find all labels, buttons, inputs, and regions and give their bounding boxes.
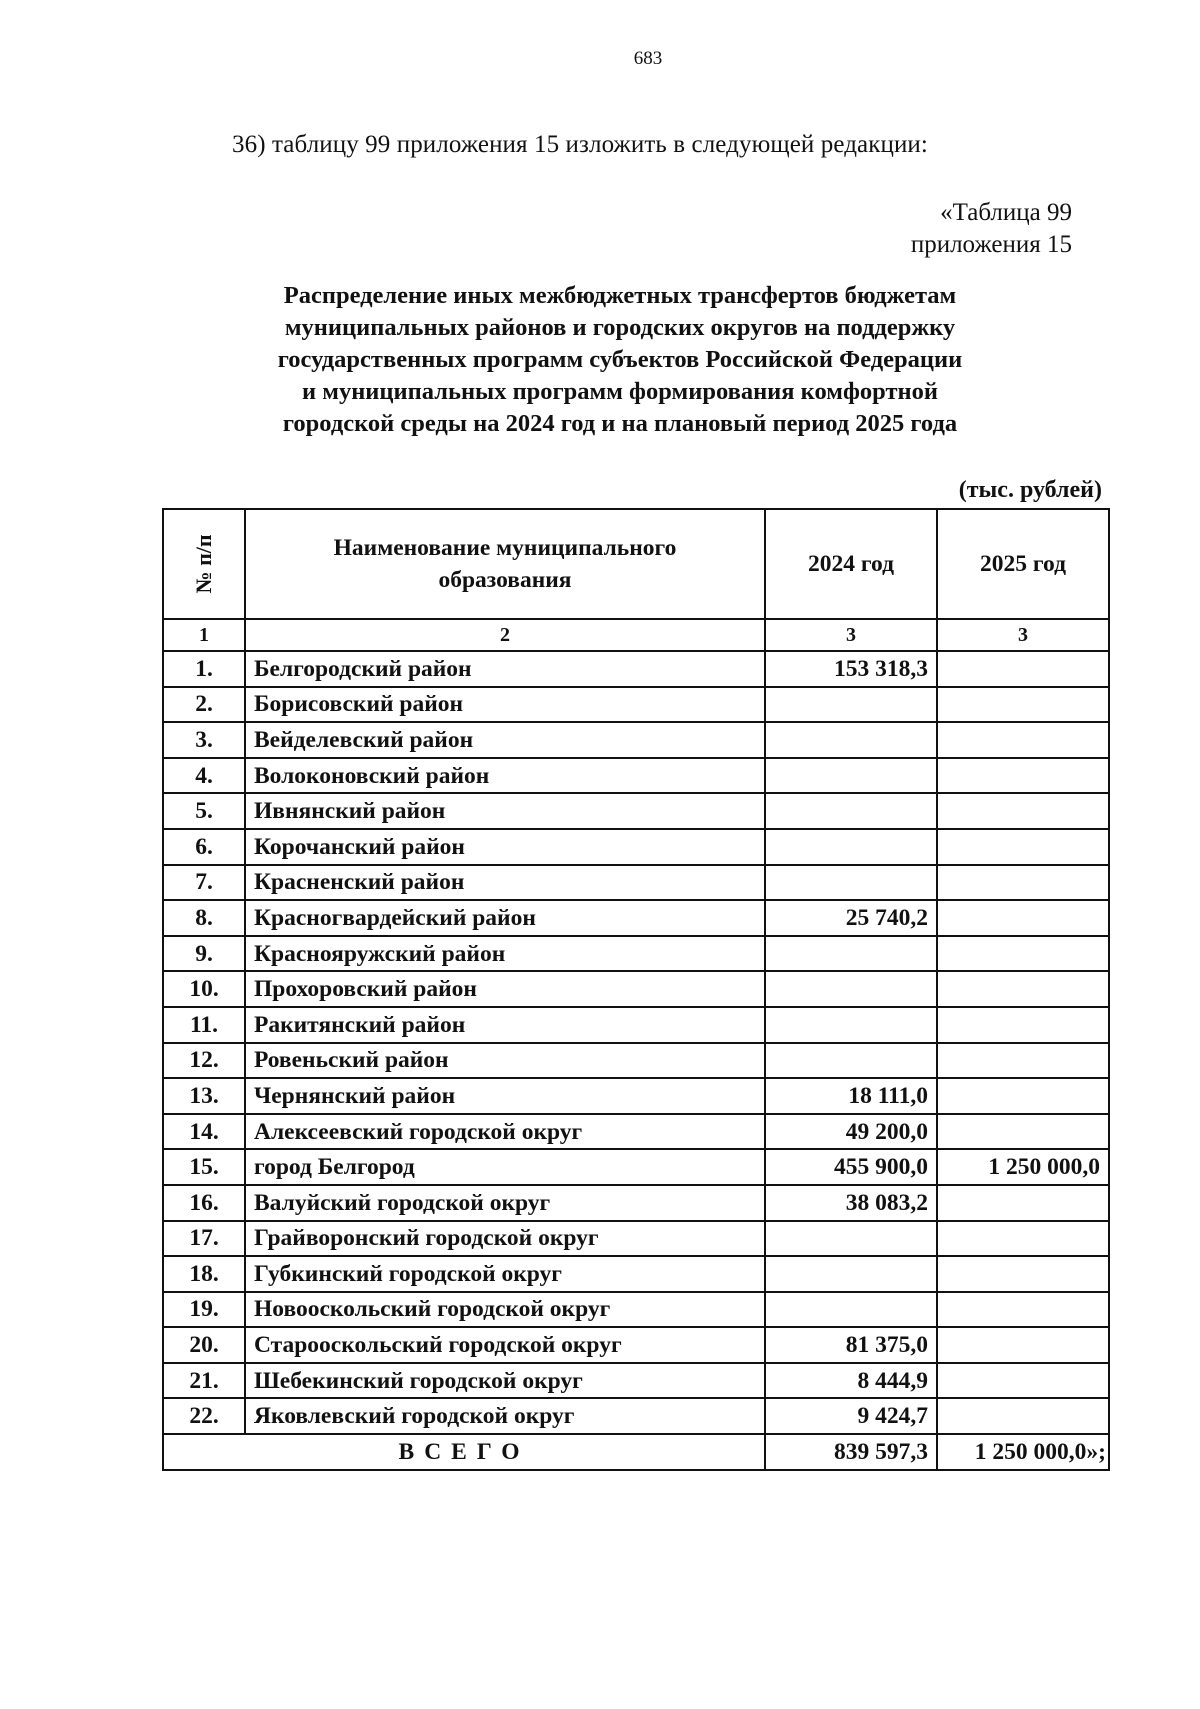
- municipality-name: Старооскольский городской округ: [245, 1327, 765, 1363]
- value-2024: [765, 722, 937, 758]
- value-2025: [937, 758, 1109, 794]
- table-reference-line-1: «Таблица 99: [940, 199, 1072, 226]
- municipality-name: Ровеньский район: [245, 1043, 765, 1079]
- table-row: [163, 1043, 1109, 1079]
- value-2024: [765, 1292, 937, 1328]
- title-line: Распределение иных межбюджетных трансфертов бюджетам: [283, 282, 957, 309]
- value-2025: 1 250 000,0: [937, 1149, 1109, 1185]
- row-number: 11.: [163, 1007, 245, 1043]
- municipality-name: Прохоровский район: [245, 971, 765, 1007]
- table-row: [163, 865, 1109, 901]
- value-2024: 81 375,0: [765, 1327, 937, 1363]
- value-2024: 153 318,3: [765, 651, 937, 687]
- value-2024: [765, 971, 937, 1007]
- value-2025: [937, 793, 1109, 829]
- value-2025: [937, 651, 1109, 687]
- header-2025: 2025 год: [937, 509, 1109, 619]
- row-number: 13.: [163, 1078, 245, 1114]
- value-2025: [937, 1221, 1109, 1257]
- value-2025: [937, 971, 1109, 1007]
- municipality-name: Ракитянский район: [245, 1007, 765, 1043]
- table-row: [163, 1114, 1109, 1150]
- value-2025: [937, 1256, 1109, 1292]
- municipality-name: город Белгород: [245, 1149, 765, 1185]
- municipality-name: Белгородский район: [245, 651, 765, 687]
- table-row: [163, 1327, 1109, 1363]
- municipality-name: Губкинский городской округ: [245, 1256, 765, 1292]
- row-number: 3.: [163, 722, 245, 758]
- value-2024: 38 083,2: [765, 1185, 937, 1221]
- row-number: 17.: [163, 1221, 245, 1257]
- table-row: [163, 793, 1109, 829]
- column-index: 3: [937, 619, 1109, 651]
- table-row: [163, 829, 1109, 865]
- value-2025: [937, 1078, 1109, 1114]
- table-row: [163, 1292, 1109, 1328]
- table-reference-line-2: приложения 15: [910, 231, 1072, 258]
- value-2024: 49 200,0: [765, 1114, 937, 1150]
- value-2024: [765, 936, 937, 972]
- title-line: и муниципальных программ формирования комфортной: [302, 378, 938, 405]
- row-number: 14.: [163, 1114, 245, 1150]
- row-number: 2.: [163, 687, 245, 723]
- row-number: 5.: [163, 793, 245, 829]
- municipality-name: Шебекинский городской округ: [245, 1363, 765, 1399]
- table-body: [163, 651, 1109, 1434]
- table-row: [163, 1149, 1109, 1185]
- value-2024: [765, 758, 937, 794]
- total-2025: 1 250 000,0»;: [937, 1434, 1109, 1470]
- amendment-intro: 36) таблицу 99 приложения 15 изложить в следующей редакции:: [232, 131, 928, 158]
- row-number: 22.: [163, 1398, 245, 1434]
- table-row: [163, 971, 1109, 1007]
- header-name: Наименование муниципального образования: [245, 509, 765, 619]
- title-line: государственных программ субъектов Российской Федерации: [277, 346, 963, 373]
- value-2025: [937, 1185, 1109, 1221]
- row-number: 18.: [163, 1256, 245, 1292]
- municipality-name: Красненский район: [245, 865, 765, 901]
- row-number: 15.: [163, 1149, 245, 1185]
- title-line: муниципальных районов и городских округов на поддержку: [284, 314, 956, 341]
- table-header-row: [163, 509, 1109, 619]
- municipality-name: Волоконовский район: [245, 758, 765, 794]
- table-reference: [911, 197, 1072, 261]
- value-2025: [937, 1327, 1109, 1363]
- municipality-name: Валуйский городской округ: [245, 1185, 765, 1221]
- row-number: 21.: [163, 1363, 245, 1399]
- units-label: (тыс. рублей): [958, 477, 1102, 503]
- value-2025: [937, 722, 1109, 758]
- table-row: [163, 687, 1109, 723]
- municipality-name: Борисовский район: [245, 687, 765, 723]
- page-number: 683: [633, 48, 663, 69]
- total-row: [163, 1434, 1109, 1470]
- value-2025: [937, 829, 1109, 865]
- column-index: 3: [765, 619, 937, 651]
- row-number: 1.: [163, 651, 245, 687]
- column-index-row: [163, 619, 1109, 651]
- total-2024: 839 597,3: [765, 1434, 937, 1470]
- value-2024: [765, 687, 937, 723]
- value-2024: 455 900,0: [765, 1149, 937, 1185]
- value-2024: [765, 1007, 937, 1043]
- column-index: 1: [163, 619, 245, 651]
- row-number: 20.: [163, 1327, 245, 1363]
- value-2024: 9 424,7: [765, 1398, 937, 1434]
- municipality-name: Корочанский район: [245, 829, 765, 865]
- value-2025: [937, 1398, 1109, 1434]
- value-2024: [765, 1221, 937, 1257]
- municipality-name: Яковлевский городской округ: [245, 1398, 765, 1434]
- title-line: городской среды на 2024 год и на плановый период 2025 года: [282, 410, 958, 437]
- municipality-name: Грайворонский городской округ: [245, 1221, 765, 1257]
- value-2025: [937, 1363, 1109, 1399]
- value-2024: [765, 793, 937, 829]
- value-2025: [937, 900, 1109, 936]
- row-number: 9.: [163, 936, 245, 972]
- table-row: [163, 1078, 1109, 1114]
- municipality-name: Алексеевский городской округ: [245, 1114, 765, 1150]
- header-number: [163, 509, 245, 619]
- document-title: [200, 280, 1040, 440]
- table-row: [163, 1185, 1109, 1221]
- table-row: [163, 1363, 1109, 1399]
- table-row: [163, 1007, 1109, 1043]
- table-row: [163, 936, 1109, 972]
- row-number: 16.: [163, 1185, 245, 1221]
- table-row: [163, 1398, 1109, 1434]
- value-2025: [937, 687, 1109, 723]
- municipality-name: Ивнянский район: [245, 793, 765, 829]
- table-row: [163, 651, 1109, 687]
- total-label: ВСЕГО: [163, 1434, 765, 1470]
- value-2024: 8 444,9: [765, 1363, 937, 1399]
- row-number: 12.: [163, 1043, 245, 1079]
- table-row: [163, 1221, 1109, 1257]
- table-row: [163, 722, 1109, 758]
- table-row: [163, 758, 1109, 794]
- value-2025: [937, 1292, 1109, 1328]
- value-2024: 18 111,0: [765, 1078, 937, 1114]
- header-2024: 2024 год: [765, 509, 937, 619]
- value-2024: [765, 829, 937, 865]
- municipality-name: Новооскольский городской округ: [245, 1292, 765, 1328]
- value-2025: [937, 1043, 1109, 1079]
- row-number: 8.: [163, 900, 245, 936]
- table-row: [163, 1256, 1109, 1292]
- value-2025: [937, 1114, 1109, 1150]
- transfers-table: [162, 508, 1110, 1471]
- value-2024: [765, 1043, 937, 1079]
- value-2024: [765, 865, 937, 901]
- value-2024: 25 740,2: [765, 900, 937, 936]
- row-number: 7.: [163, 865, 245, 901]
- value-2025: [937, 936, 1109, 972]
- value-2025: [937, 865, 1109, 901]
- row-number: 19.: [163, 1292, 245, 1328]
- row-number: 10.: [163, 971, 245, 1007]
- municipality-name: Красногвардейский район: [245, 900, 765, 936]
- column-index: 2: [245, 619, 765, 651]
- row-number: 6.: [163, 829, 245, 865]
- table-row: [163, 900, 1109, 936]
- municipality-name: Вейделевский район: [245, 722, 765, 758]
- municipality-name: Чернянский район: [245, 1078, 765, 1114]
- value-2025: [937, 1007, 1109, 1043]
- row-number: 4.: [163, 758, 245, 794]
- header-number-label: № п/п: [191, 534, 216, 594]
- value-2024: [765, 1256, 937, 1292]
- municipality-name: Краснояружский район: [245, 936, 765, 972]
